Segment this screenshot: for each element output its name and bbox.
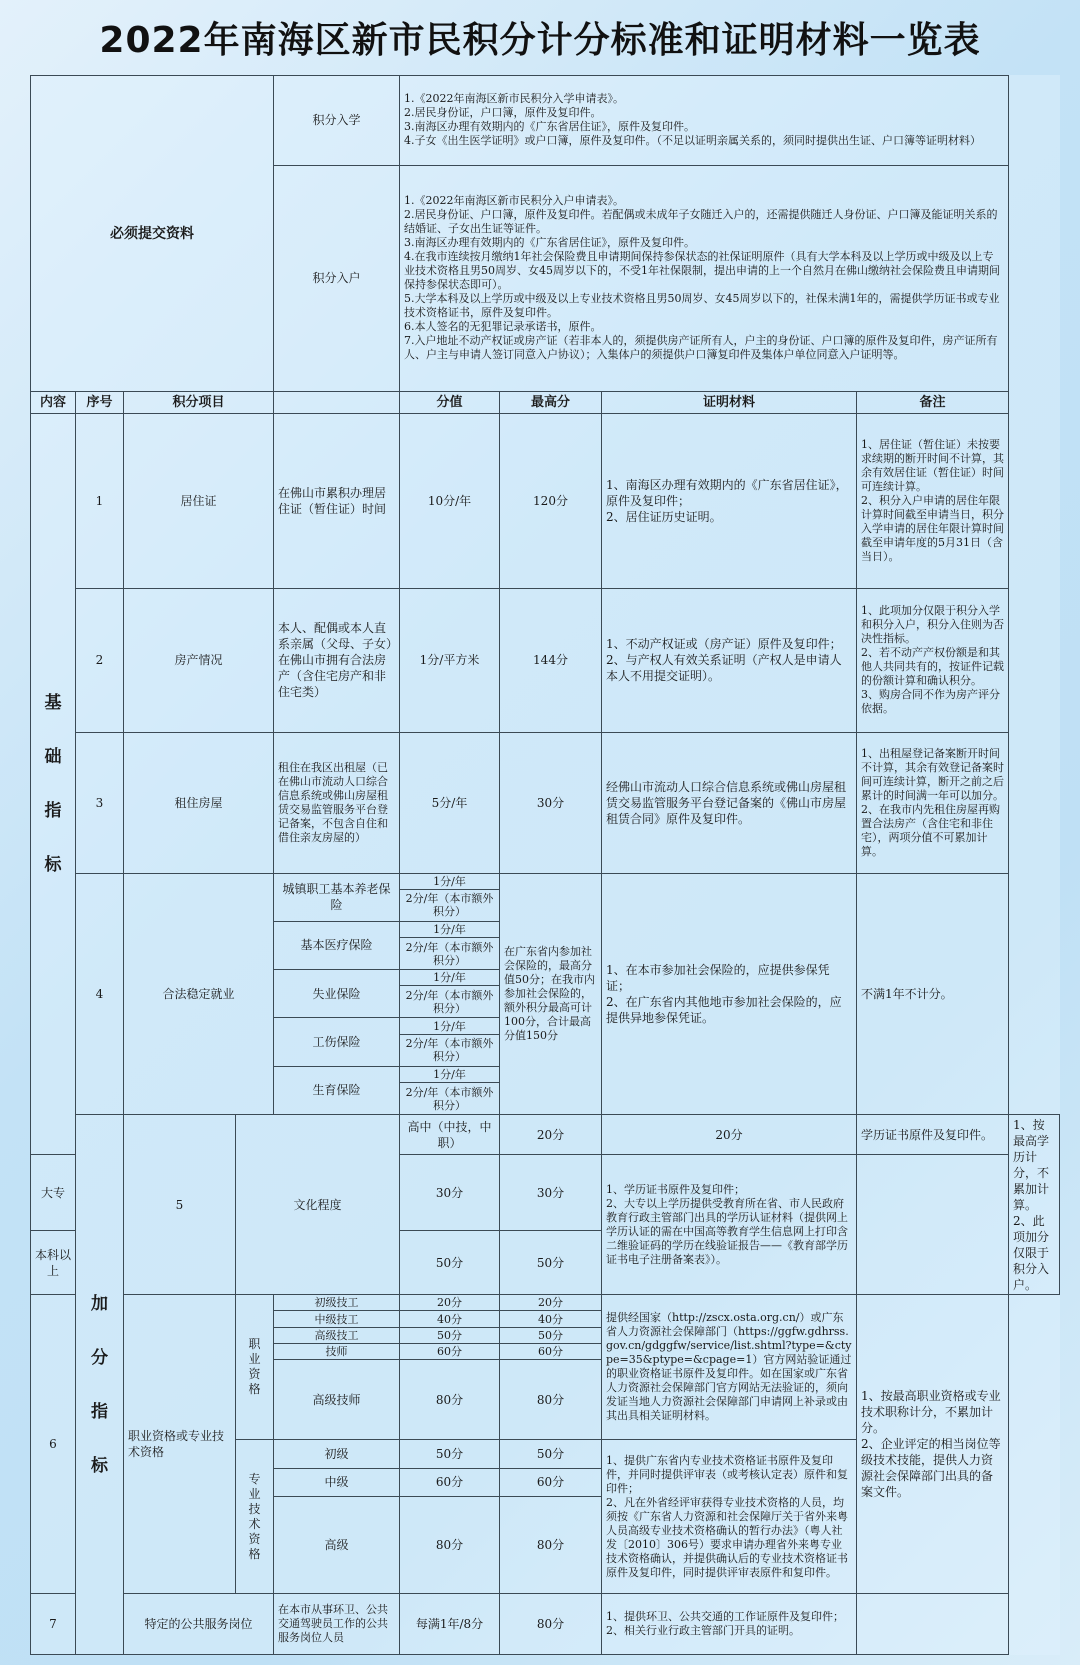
- list-item: 2.居民身份证、户口簿，原件及复印件。若配偶或未成年子女随迁入户的，还需提供随迁人身份证、户口簿及能证明关系的结婚证、子女出生证等证件。: [404, 208, 998, 236]
- list-item: 3.南海区办理有效期内的《广东省居住证》，原件及复印件。: [404, 120, 695, 134]
- table-row: 2 房产情况 本人、配偶或本人直系亲属（父母、子女）在佛山市拥有合法房产（含住宅房产和非住宅类） 1分/平方米 144分 1、不动产权证或（房产证）原件及复印件； 2、与产权人有效关系证明（产权人是申请人本人不用提交证明）。 1、此项加分仅限于积分入学和积分入户，积分入住则为否决性指标。 2、若不动产产权份额是和其他人共同共有的，按证件记载的份额计算和确认积分。 3、购房合同不作为房产评分依据。: [31, 588, 1060, 732]
- group-basic: 基 础 指 标: [31, 414, 76, 1155]
- header-value: 分值: [400, 392, 500, 414]
- header-note: 备注: [857, 392, 1009, 414]
- header-empty: [274, 392, 400, 414]
- sub-technical: 专 业 技 术 资 格: [236, 1440, 274, 1594]
- list-item: 6.本人签名的无犯罪记录承诺书，原件。: [404, 320, 602, 334]
- hukou-label: 积分入户: [274, 165, 400, 392]
- list-item: 4.子女《出生医学证明》或户口簿，原件及复印件。（不足以证明亲属关系的，须同时提供出生证、户口簿等证明材料）: [404, 134, 981, 148]
- school-requirements: [400, 76, 1009, 166]
- table-row: 3 租住房屋 租住在我区出租屋（已在佛山市流动人口综合信息系统或佛山房屋租赁交易监管服务平台登记备案，不包含自住和借住亲友房屋的） 5分/年 30分 经佛山市流动人口综合信息系统或佛山房屋租赁交易监管服务平台登记备案的《佛山市房屋租赁合同》原件及复印件。 1、出租屋登记备案断开时间不计算，其余有效登记备案时间可连续计算，断开之前之后累计的时间满一年可以加分。 2、在我市内先租住房屋再购置合法房产（含住宅和非住宅），两项分值不可累加计算。: [31, 732, 1060, 873]
- group-bonus: 加 分 指 标: [76, 1115, 124, 1655]
- table-row: 7 特定的公共服务岗位 在本市从事环卫、公共交通驾驶员工作的公共服务岗位人员 每满1年/8分 80分 1、提供环卫、公共交通的工作证原件及复印件； 2、相关行业行政主管部门开具的证明。: [31, 1594, 1060, 1655]
- points-table: 必须提交资料 积分入学 1.《2022年南海区新市民积分入学申请表》。 2.居民身份证，户口簿，原件及复印件。 3.南海区办理有效期内的《广东省居住证》，原件及复印件。 4.子女《出生医学证明》或户口簿，原件及复印件。（不足以证明亲属关系的，须同时提供出生证、户口簿等证明材料） 积分入户 1.《2022年南海区新市民积分入户申请表》。 2.居民身份证、户口簿，原件及复印件。若配偶或未成年子女随迁入户的，还需提供随迁人身份证、户口簿及能证明关系的结婚证、子女出生证等证件。 3.南海区办理有效期内的《广东省居住证》，原件及复印件。 4.在我市连续按月缴纳1年社会保险费且申请期间保持参保状态的社保证明原件（具有大学本科及以上学历或中级及以上专业技术资格且男50周岁、女45周岁以下的，不受1年社保限制，提出申请的上一个自然月在佛山缴纳社会保险费且申请期间保持参保状态即可）。 5.大学本科及以上学历或中级及以上专业技术资格且男50周岁、女45周岁以下的，社保未满1年的，需提供学历证书或专业技术资格证书，原件及复印件。 6.本人签名的无犯罪记录承诺书，原件。 7.入户地址不动产权证或房产证（若非本人的，须提供房产证所有人，户主的身份证、户口簿的原件及复印件，房产证所有人、户主与申请人签订同意入户协议）；入集体户的须提供户口簿复印件及集体户单位同意入户证明等。 内容 序号 积分项目 分值 最高分 证明材料 备注 基 础 指 标 1 居住证 在佛山市累积办理居住证（暂住证）时间 10分/年 120分 1、南海区办理有效期内的《广东省居住证》，原件及复印件； 2、居住证历史证明。 1、居住证（暂住证）未按要求续期的断开时间不计算，其余有效居住证（暂住证）时间可连续计算。 2、积分入户申请的居住年限计算时间截至申请当日，积分入学申请的居住年限计算时间截至申请年度的5月31日（含当日）。 2 房产情况 本人、配偶或本人直系亲属（父母、子女）在佛山市拥有合法房产（含住宅房产和非住宅类） 1分/平方米 144分 1、不动产权证或（房产证）原件及复印件； 2、与产权人有效关系证明（产权人是申请人本人不用提交证明）。 1、此项加分仅限于积分入学和积分入户，积分入住则为否决性指标。 2、若不动产产权份额是和其他人共同共有的，按证件记载的份额计算和确认积分。 3、购房合同不作为房产评分依据。 3 租住房屋 租住在我区出租屋（已在佛山市流动人口综合信息系统或佛山房屋租赁交易监管服务平台登记备案，不包含自住和借住亲友房屋的） 5分/年 30分 经佛山市流动人口综合信息系统或佛山房屋租赁交易监管服务平台登记备案的《佛山市房屋租赁合同》原件及复印件。 1、出租屋登记备案断开时间不计算，其余有效登记备案时间可连续计算，断开之前之后累计的时间满一年可以加分。 2、在我市内先租住房屋再购置合法房产（含住宅和非住宅），两项分值不可累加计算。 4 合法稳定就业 城镇职工基本养老保险 1分/年 在广东省内参加社会保险的，最高分值50分；在我市内参加社会保险的，额外积分最高可计100分，合计最高分值150分 1、在本市参加社会保险的，应提供参保凭证； 2、在广东省内其他地市参加社会保险的，应提供异地参保凭证。 不满1年不计分。 2分/年（本市额外积分） 基本医疗保险 1分/年 2分/年（本市额外积分） 失业保险 1分/年 2分/年（本市额外积分） 工伤保险 1分/年 2分/年（本市额外积分） 生育保险 1分/年 2分/年（本市额外积分） 加 分 指 标 5 文化程度 高中（中技，中职） 20分 20分 学历证书原件及复印件。 1、按最高学历计分，不累加计算。 2、此项加分仅限于积分入户。 大专 30分 30分 1、学历证书原件及复印件； 2、大专以上学历提供受教育所在省、市人民政府教育行政主管部门出具的学历认证材料（提供网上学历认证的需在中国高等教育学生信息网上打印含二维验证码的学历在线验证报告——《教育部学历证书电子注册备案表》）。 本科以上 50分 50分 6 职业资格或专业技术资格 职 业 资 格 初级技工 20分 20分 提供经国家（http://zscx.osta.org.cn/）或广东省人力资源社会保障部门（https://ggfw.gdhrss.gov.cn/gdggfw/service/list.shtml?type=&ctype=35&ptype=&cpage=1）官方网站验证通过的职业资格证书原件及复印件。如在国家或广东省人力资源社会保障部门官方网站无法验证的，须向发证当地人力资源社会保障部门申请网上补录或由其出具相关证明材料。 1、按最高职业资格或专业技术职称计分，不累加计分。 2、企业评定的相当岗位等级技术技能，提供人力资源社会保障部门出具的备案文件。 中级技工 40分 40分 高级技工 50分 50分 技师 60分 60分 高级技师 80分 80分 专 业 技 术 资 格 初级 50分 50分 1、提供广东省内专业技术资格证书原件及复印件，并同时提供评审表（或考核认定表）原件和复印件； 2、凡在外省经评审获得专业技术资格的人员，均须按《广东省人力资源和社会保障厅关于省外来粤人员高级专业技术资格确认的暂行办法》（粤人社发〔2010〕306号）要求申请办理省外来粤专业技术资格确认，并提供确认后的专业技术资格证书原件及复印件，同时提供评审表原件和复印件。 中级 60分 60分 高级 80分 80分 7 特定的公共服务岗位 在本市从事环卫、公共交通驾驶员工作的公共服务岗位人员 每满1年/8分 80分 1、提供环卫、公共交通的工作证原件及复印件； 2、相关行业行政主管部门开具的证明。: [30, 75, 1060, 1655]
- header-proof: 证明材料: [602, 392, 857, 414]
- table-row: 加 分 指 标 5 文化程度 高中（中技，中职） 20分 20分 学历证书原件及复印件。 1、按最高学历计分，不累加计算。 2、此项加分仅限于积分入户。: [31, 1115, 1060, 1155]
- table-row: 4 合法稳定就业 城镇职工基本养老保险 1分/年 在广东省内参加社会保险的，最高分值50分；在我市内参加社会保险的，额外积分最高可计100分，合计最高分值150分 1、在本市参加社会保险的，应提供参保凭证； 2、在广东省内其他地市参加社会保险的，应提供异地参保凭证。 不满1年不计分。: [31, 873, 1060, 889]
- list-item: 2.居民身份证，户口簿，原件及复印件。: [404, 106, 602, 120]
- header-max: 最高分: [500, 392, 602, 414]
- table-row: 基 础 指 标 1 居住证 在佛山市累积办理居住证（暂住证）时间 10分/年 120分 1、南海区办理有效期内的《广东省居住证》，原件及复印件； 2、居住证历史证明。 1、居住证（暂住证）未按要求续期的断开时间不计算，其余有效居住证（暂住证）时间可连续计算。 2、积分入户申请的居住年限计算时间截至申请当日，积分入学申请的居住年限计算时间截至申请年度的5月31日（含当日）。: [31, 414, 1060, 588]
- page-title: 2022年南海区新市民积分计分标准和证明材料一览表: [99, 20, 981, 61]
- list-item: 1.《2022年南海区新市民积分入户申请表》。: [404, 194, 624, 208]
- list-item: 1.《2022年南海区新市民积分入学申请表》。: [404, 92, 624, 106]
- required-label: 必须提交资料: [31, 76, 274, 392]
- hukou-requirements: [400, 165, 1009, 392]
- header-item: 积分项目: [124, 392, 274, 414]
- list-item: 7.入户地址不动产权证或房产证（若非本人的，须提供房产证所有人，户主的身份证、户口簿的原件及复印件，房产证所有人、户主与申请人签订同意入户协议）；入集体户的须提供户口簿复印件及集体户单位同意入户证明等。: [404, 334, 998, 362]
- header-content: 内容: [31, 392, 76, 414]
- header-seq: 序号: [76, 392, 124, 414]
- sub-occupational: 职 业 资 格: [236, 1295, 274, 1440]
- table-row: 6 职业资格或专业技术资格 职 业 资 格 初级技工 20分 20分 提供经国家（http://zscx.osta.org.cn/）或广东省人力资源社会保障部门（https://ggfw.gdhrss.gov.cn/gdggfw/service/list.shtml?type=&ctype=35&ptype=&cpage=1）官方网站验证通过的职业资格证书原件及复印件。如在国家或广东省人力资源社会保障部门官方网站无法验证的，须向发证当地人力资源社会保障部门申请网上补录或由其出具相关证明材料。 1、按最高职业资格或专业技术职称计分，不累加计分。 2、企业评定的相当岗位等级技术技能，提供人力资源社会保障部门出具的备案文件。: [31, 1295, 1060, 1311]
- school-label: 积分入学: [274, 76, 400, 166]
- list-item: 5.大学本科及以上学历或中级及以上专业技术资格且男50周岁、女45周岁以下的，社保未满1年的，需提供学历证书或专业技术资格证书，原件及复印件。: [404, 292, 1000, 320]
- list-item: 3.南海区办理有效期内的《广东省居住证》，原件及复印件。: [404, 236, 695, 250]
- list-item: 4.在我市连续按月缴纳1年社会保险费且申请期间保持参保状态的社保证明原件（具有大学本科及以上学历或中级及以上专业技术资格且男50周岁、女45周岁以下的，不受1年社保限制，提出申请的上一个自然月在佛山缴纳社会保险费且申请期间保持参保状态即可）。: [404, 250, 1000, 292]
